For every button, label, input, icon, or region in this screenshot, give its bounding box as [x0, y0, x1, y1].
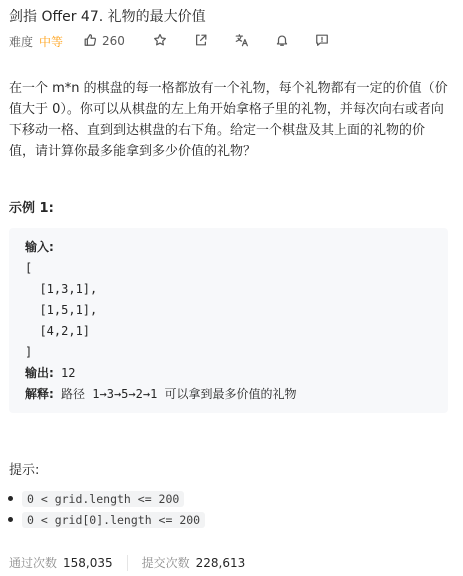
- input-line: [1,5,1],: [25, 303, 98, 317]
- hints-title: 提示:: [9, 463, 40, 478]
- submitted-label: 提交次数: [141, 556, 190, 570]
- input-line: [: [25, 261, 33, 275]
- input-line: ]: [25, 345, 33, 359]
- translate-icon: [235, 33, 249, 50]
- hint-code: 0 < grid.length <= 200: [22, 491, 184, 507]
- difficulty-badge: 中等: [39, 34, 64, 49]
- like-count: 260: [102, 34, 125, 48]
- accepted-label: 通过次数: [9, 556, 58, 570]
- explain-label: 解释:: [25, 387, 54, 401]
- input-line: [1,3,1],: [25, 282, 98, 296]
- submission-stats: [9, 554, 245, 571]
- problem-meta-bar: [9, 32, 329, 50]
- thumbs-up-icon: [83, 33, 97, 50]
- feedback-icon: [315, 33, 329, 50]
- output-value: 12: [61, 366, 76, 380]
- subscribe-button[interactable]: [275, 33, 289, 50]
- translate-button[interactable]: [235, 33, 249, 50]
- accepted-count: 158,035: [63, 555, 113, 570]
- favorite-button[interactable]: [153, 33, 167, 50]
- difficulty-label: 难度: [9, 34, 34, 49]
- share-icon: [194, 33, 208, 50]
- example-block: [9, 228, 448, 413]
- bell-icon: [275, 33, 289, 50]
- submitted-count: 228,613: [195, 555, 246, 570]
- stats-divider: [127, 555, 128, 571]
- share-button[interactable]: [194, 33, 208, 50]
- example-content: [9, 228, 448, 414]
- input-line: [4,2,1]: [25, 324, 91, 338]
- hint-item: [22, 509, 205, 530]
- hint-code: 0 < grid[0].length <= 200: [22, 512, 205, 528]
- output-label: 输出:: [25, 366, 54, 380]
- hint-item: [22, 488, 205, 509]
- explain-value: 路径 1→3→5→2→1 可以拿到最多价值的礼物: [61, 387, 297, 401]
- input-label: 输入:: [25, 240, 54, 254]
- problem-title: 剑指 Offer 47. 礼物的最大价值: [9, 9, 206, 25]
- example-title: 示例 1:: [9, 201, 54, 216]
- problem-description: 在一个 m*n 的棋盘的每一格都放有一个礼物，每个礼物都有一定的价值（价值大于 0）。你可以从棋盘的左上角开始拿格子里的礼物，并每次向右或者向下移动一格、直到到达棋盘的右下角。给定一个棋盘及其上面的礼物的价值，请计算你最多能拿到多少价值的礼物？: [9, 81, 448, 159]
- star-icon: [153, 33, 167, 50]
- feedback-button[interactable]: [315, 33, 329, 50]
- hints-list: [22, 488, 205, 530]
- like-button[interactable]: [83, 33, 125, 50]
